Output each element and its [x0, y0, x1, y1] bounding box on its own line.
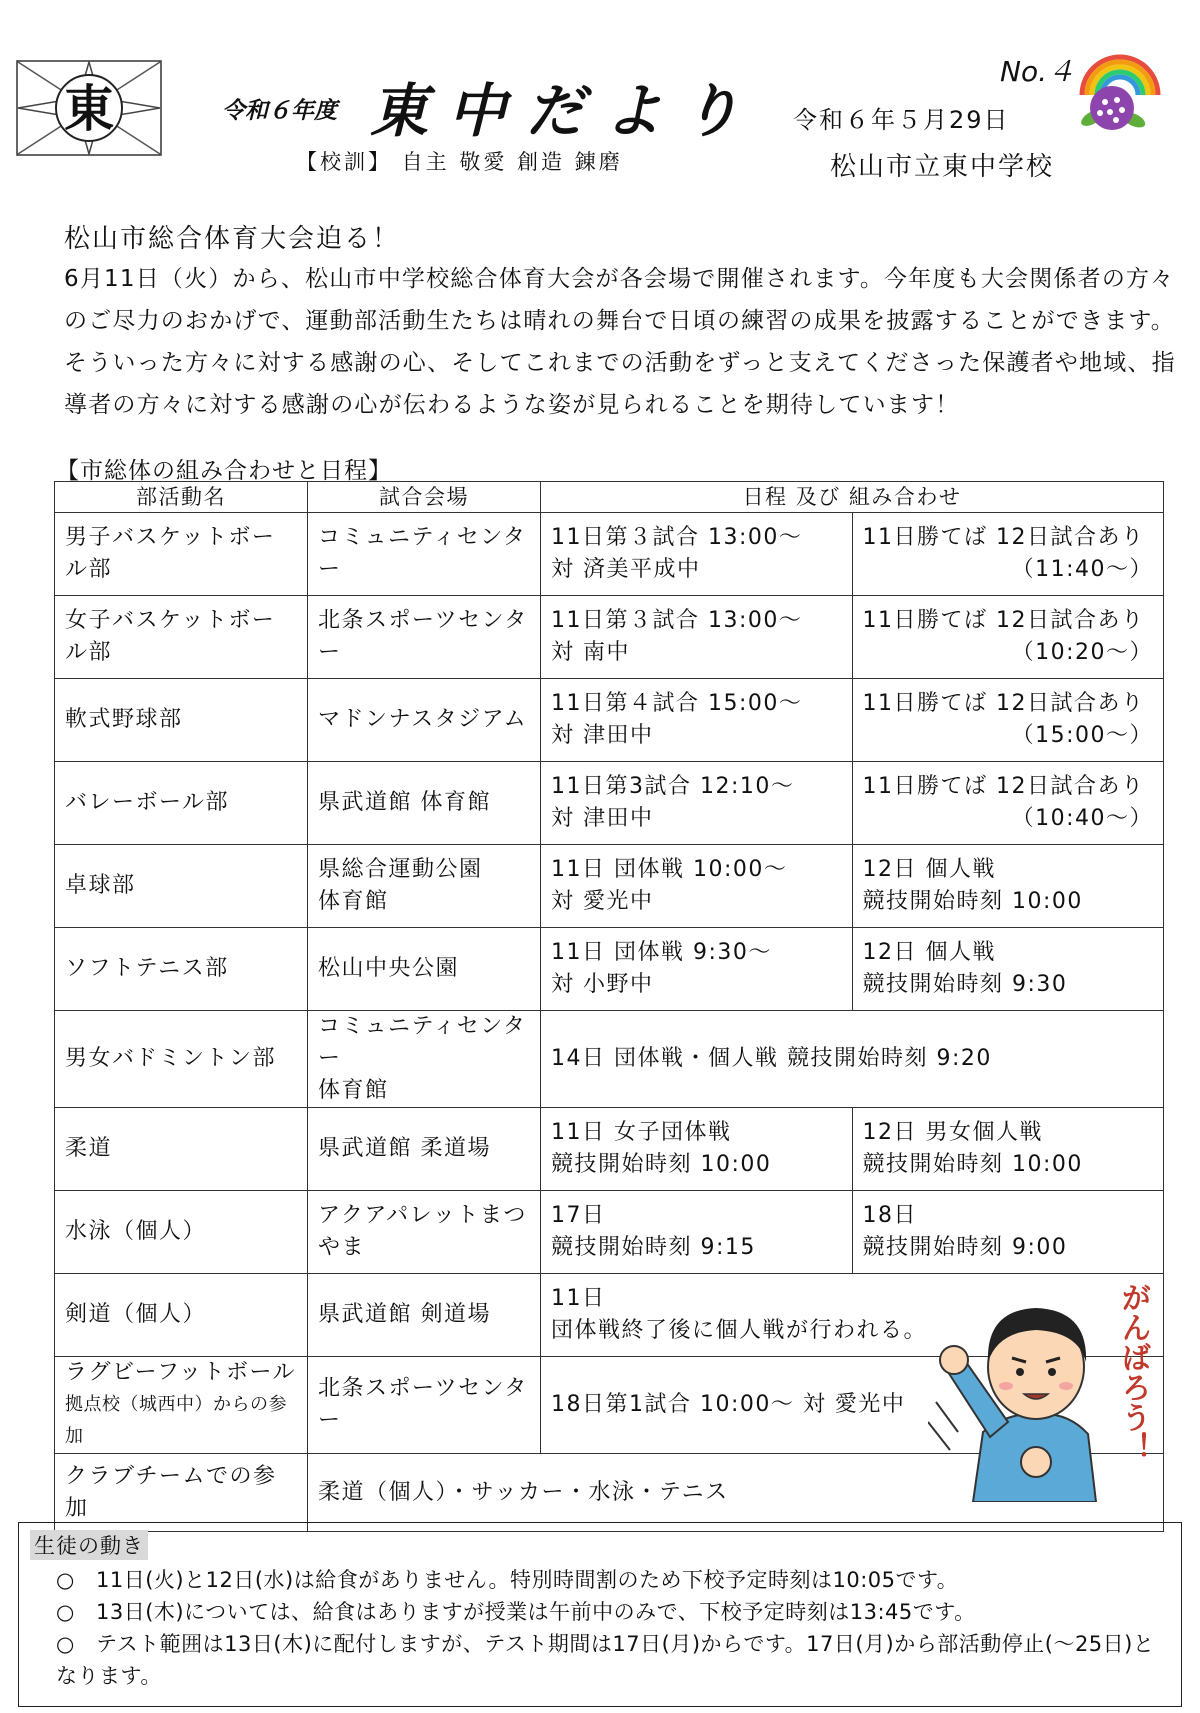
- cell-line: （10:20～）: [1011, 640, 1153, 665]
- club-subnote: 拠点校（城西中）からの参加: [65, 1394, 287, 1447]
- cell-line: 14日 団体戦・個人戦 競技開始時刻 9:20: [551, 1046, 992, 1071]
- club-cell: [55, 1011, 308, 1108]
- schedule-cell-day1: [541, 596, 853, 679]
- schedule-cell-day1: [541, 679, 853, 762]
- cell-line: 11日 女子団体戦: [551, 1120, 732, 1145]
- school-name: 松山市立東中学校: [830, 152, 1055, 182]
- club-cell: [55, 679, 308, 762]
- cell-line: マドンナスタジアム: [318, 707, 528, 732]
- schedule-cell-day2: [852, 762, 1164, 845]
- bullet-icon: ○: [56, 1600, 75, 1624]
- cell-line: 11日 団体戦 10:00～: [551, 857, 788, 882]
- schedule-cell: [541, 1011, 1164, 1108]
- cheering-boy-illustration: [928, 1262, 1164, 1502]
- venue-cell: [308, 928, 541, 1011]
- cell-line: 11日勝てば 12日試合あり: [862, 525, 1145, 550]
- note-text: 11日(火)と12日(水)は給食がありません。特別時間割のため下校予定時刻は10:05です。: [96, 1568, 959, 1592]
- cell-line: 対 津田中: [551, 723, 654, 748]
- club-name: 男子バスケットボール部: [65, 525, 276, 582]
- cell-line: 18日: [862, 1203, 917, 1228]
- club-cell: [55, 1274, 308, 1357]
- schedule-cell-day2: [852, 928, 1164, 1011]
- header-schedule: 日程 及び 組み合わせ: [541, 482, 1164, 513]
- cell-line: 11日第３試合 13:00～: [551, 608, 803, 633]
- schedule-cell-day2: [852, 845, 1164, 928]
- cell-line: 対 済美平成中: [551, 557, 701, 582]
- club-cell: [55, 1108, 308, 1191]
- cell-line: （10:40～）: [1011, 806, 1153, 831]
- cell-line: 対 愛光中: [551, 889, 654, 914]
- schedule-cell-day1: [541, 762, 853, 845]
- table-row: [55, 928, 1164, 1011]
- cell-line: 体育館: [318, 889, 389, 914]
- cell-line: 17日: [551, 1203, 606, 1228]
- cell-line: 対 津田中: [551, 806, 654, 831]
- club-cell: [55, 1357, 308, 1454]
- club-name: 水泳（個人）: [65, 1219, 207, 1244]
- club-name: 卓球部: [65, 873, 136, 898]
- cell-line: 11日勝てば 12日試合あり: [862, 691, 1145, 716]
- emblem-char: 東: [64, 80, 114, 138]
- student-note: [56, 1564, 1174, 1596]
- venue-cell: [308, 513, 541, 596]
- club-name: 女子バスケットボール部: [65, 608, 276, 665]
- school-motto: 【校訓】 自主 敬愛 創造 錬磨: [296, 150, 623, 174]
- club-cell: [55, 762, 308, 845]
- venue-cell: [308, 762, 541, 845]
- cell-line: コミュニティセンター: [318, 525, 527, 582]
- student-note: [56, 1628, 1174, 1692]
- club-name: ソフトテニス部: [65, 956, 229, 981]
- article-body: 6月11日（火）から、松山市中学校総合体育大会が各会場で開催されます。今年度も大会関係者の方々のご尽力のおかげで、運動部活動生たちは晴れの舞台で日頃の練習の成果を披露することができます。そういった方々に対する感謝の心、そしてこれまでの活動をずっと支えてくださった保護者や地域、指導者の方々に対する感謝の心が伝わるような姿が見られることを期待しています！: [64, 266, 1176, 418]
- note-text: テスト範囲は13日(木)に配付しますが、テスト期間は17日(月)からです。17日(月)から部活動停止(～25日)となります。: [56, 1632, 1155, 1688]
- issue-number: No.４: [1000, 55, 1075, 88]
- cell-line: 11日: [551, 1286, 606, 1311]
- table-row: [55, 1011, 1164, 1108]
- cell-line: 12日 男女個人戦: [862, 1120, 1043, 1145]
- student-note: [56, 1596, 1174, 1628]
- schedule-cell-day1: [541, 928, 853, 1011]
- cell-line: 松山中央公園: [318, 956, 460, 981]
- cell-line: アクアパレットまつやま: [318, 1203, 527, 1260]
- cell-line: 11日第４試合 15:00～: [551, 691, 803, 716]
- club-cell: [55, 845, 308, 928]
- club-cell: [55, 928, 308, 1011]
- club-name: 柔道: [65, 1136, 113, 1161]
- schedule-cell-day2: [852, 679, 1164, 762]
- cell-line: 県総合運動公園: [318, 857, 483, 882]
- cell-line: 18日第1試合 10:00～ 対 愛光中: [551, 1392, 906, 1417]
- cell-line: 11日勝てば 12日試合あり: [862, 774, 1145, 799]
- venue-cell: [308, 1191, 541, 1274]
- table-row: [55, 1108, 1164, 1191]
- cell-line: 県武道館 体育館: [318, 790, 491, 815]
- schedule-cell-day2: [852, 513, 1164, 596]
- venue-cell: [308, 1274, 541, 1357]
- header-venue: 試合会場: [308, 482, 541, 513]
- venue-cell: [308, 596, 541, 679]
- club-name: クラブチームでの参加: [65, 1463, 277, 1521]
- cell-line: 競技開始時刻 10:00: [862, 889, 1083, 914]
- cell-line: 対 南中: [551, 640, 630, 665]
- bullet-icon: ○: [56, 1632, 75, 1656]
- schedule-cell-day1: [541, 1108, 853, 1191]
- table-row: [55, 762, 1164, 845]
- cell-line: 11日第３試合 13:00～: [551, 525, 803, 550]
- article-headline: 松山市総合体育大会迫る！: [64, 224, 401, 254]
- club-cell: [55, 1454, 308, 1532]
- cheer-text: がんばろう！: [1115, 1282, 1151, 1462]
- schedule-title: 【市総体の組み合わせと日程】: [56, 458, 392, 484]
- cell-line: 県武道館 剣道場: [318, 1302, 491, 1327]
- cell-line: 競技開始時刻 9:30: [862, 972, 1068, 997]
- venue-cell: [308, 1357, 541, 1454]
- schedule-cell-day1: [541, 845, 853, 928]
- cell-line: 北条スポーツセンター: [318, 608, 528, 665]
- cell-line: 12日 個人戦: [862, 857, 996, 882]
- club-name: 軟式野球部: [65, 707, 183, 732]
- student-activities-title: 生徒の動き: [30, 1530, 148, 1560]
- table-row: [55, 679, 1164, 762]
- bullet-icon: ○: [56, 1568, 75, 1592]
- club-name: ラグビーフットボール: [65, 1360, 297, 1385]
- club-name: バレーボール部: [65, 790, 230, 815]
- school-emblem-icon: [16, 60, 162, 156]
- cell-line: コミュニティセンター: [318, 1014, 527, 1071]
- cell-line: 団体戦終了後に個人戦が行われる。: [551, 1318, 928, 1343]
- venue-cell: [308, 845, 541, 928]
- cell-line: 11日勝てば 12日試合あり: [862, 608, 1145, 633]
- club-name: 男女バドミントン部: [65, 1046, 277, 1071]
- venue-cell: [308, 1011, 541, 1108]
- cell-line: 11日第3試合 12:10～: [551, 774, 795, 799]
- club-name: 剣道（個人）: [65, 1302, 207, 1327]
- club-cell: [55, 513, 308, 596]
- venue-full-cell: 柔道（個人）・サッカー・水泳・テニス: [308, 1454, 1164, 1532]
- cell-line: 競技開始時刻 9:00: [862, 1235, 1068, 1260]
- cell-line: 対 小野中: [551, 972, 654, 997]
- table-row: [55, 845, 1164, 928]
- newsletter-title: 東中だより: [370, 77, 761, 145]
- era-label: 令和６年度: [222, 98, 337, 124]
- cell-line: 競技開始時刻 10:00: [862, 1152, 1083, 1177]
- cell-line: 体育館: [318, 1078, 389, 1103]
- schedule-cell-day2: [852, 596, 1164, 679]
- table-row: [55, 596, 1164, 679]
- cell-line: 11日 団体戦 9:30～: [551, 940, 772, 965]
- note-text: 13日(木)については、給食はありますが授業は午前中のみで、下校予定時刻は13:45です。: [96, 1600, 976, 1624]
- cell-line: 競技開始時刻 9:15: [551, 1235, 756, 1260]
- club-cell: [55, 1191, 308, 1274]
- rainbow-hydrangea-icon: [1072, 50, 1167, 135]
- venue-cell: [308, 679, 541, 762]
- cell-line: （11:40～）: [1011, 557, 1153, 582]
- schedule-cell-day1: [541, 513, 853, 596]
- table-header-row: [55, 482, 1164, 513]
- header-club: 部活動名: [55, 482, 308, 513]
- cell-line: 県武道館 柔道場: [318, 1136, 491, 1161]
- table-row: [55, 513, 1164, 596]
- venue-cell: [308, 1108, 541, 1191]
- cell-line: 北条スポーツセンター: [318, 1376, 528, 1433]
- issue-date: 令和６年５月29日: [793, 106, 1010, 134]
- schedule-cell-day2: [852, 1108, 1164, 1191]
- cell-line: （15:00～）: [1011, 723, 1153, 748]
- schedule-cell-day1: [541, 1191, 853, 1274]
- club-cell: [55, 596, 308, 679]
- cell-line: 12日 個人戦: [862, 940, 996, 965]
- cell-line: 競技開始時刻 10:00: [551, 1152, 772, 1177]
